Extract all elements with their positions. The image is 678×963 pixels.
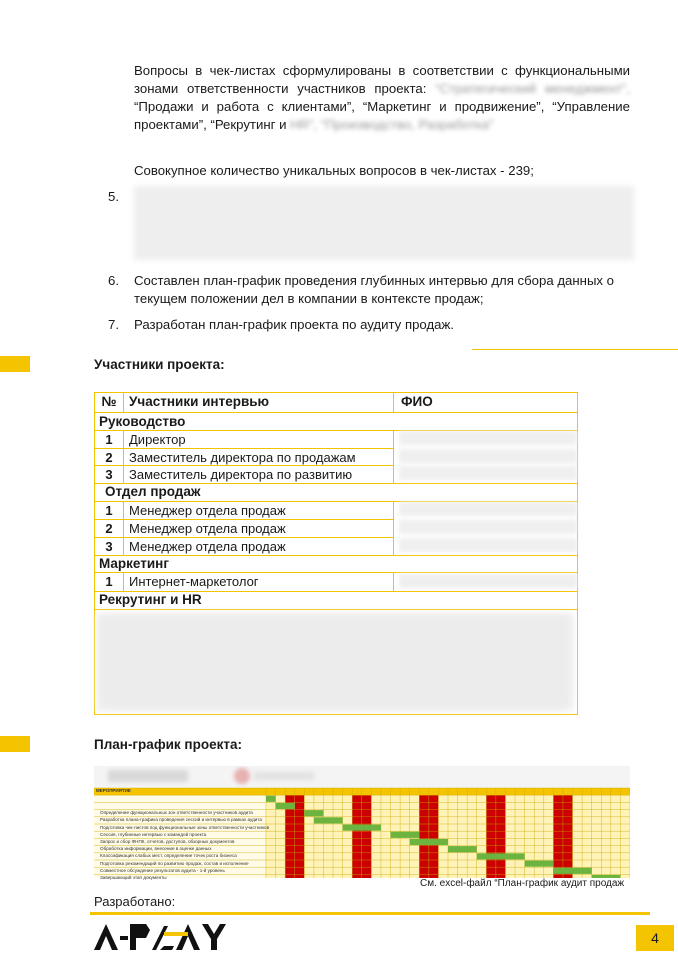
gantt-task-label: Подготовка рекомендаций по развитию продаж, состав и исполнение	[100, 860, 249, 866]
schedule-title: План-график проекта:	[94, 737, 242, 752]
row-role: Директор	[129, 432, 186, 447]
row-role: Менеджер отдела продаж	[129, 503, 286, 518]
list-item-6-text: Составлен план-график проведения глубинных интервью для сбора данных о текущем положении дел в компании в контексте продаж;	[134, 273, 615, 306]
gantt-task-label: Определение функциональных зон ответственности участников аудита	[100, 810, 253, 816]
gantt-header-label: МЕРОПРИЯТИЕ	[96, 788, 131, 793]
fio-blurred	[399, 502, 577, 516]
fio-blurred	[399, 449, 577, 463]
table-header	[95, 393, 577, 410]
section-divider	[472, 349, 678, 350]
schedule-note: См. excel-файл “План-график аудит продаж	[420, 878, 625, 889]
gantt-task-bar	[304, 810, 323, 816]
unique-questions-line: Совокупное количество уникальных вопросов в чек-листах - 239;	[134, 163, 534, 178]
gantt-task-bar	[314, 817, 343, 823]
gantt-weekend-column	[486, 795, 496, 878]
gantt-task-label: Подготовка чек-листов под функциональные зоны ответственности участников	[100, 824, 270, 830]
row-role: Менеджер отдела продаж	[129, 539, 286, 554]
row-num: 3	[105, 539, 113, 554]
gantt-task-label: Разработка плана-графика проведения сессий и интервью в рамках аудита	[100, 817, 262, 823]
list-item-7-number: 7.	[108, 317, 119, 332]
gantt-weekend-column	[563, 795, 573, 878]
group-management: Руководство	[99, 414, 186, 429]
page-number: 4	[636, 925, 674, 951]
gantt-task-bar	[343, 825, 381, 831]
fio-blurred	[399, 538, 577, 552]
section-marker	[0, 356, 30, 372]
row-role: Менеджер отдела продаж	[129, 521, 286, 536]
gantt-task-bar	[266, 796, 276, 802]
gantt-task-bar	[276, 803, 295, 809]
row-num: 2	[105, 521, 113, 536]
group-hr: Рекрутинг и HR	[99, 592, 202, 607]
gantt-task-bar	[391, 832, 420, 838]
header-num: №	[101, 394, 117, 409]
logo	[94, 922, 234, 957]
row-num: 2	[105, 450, 113, 465]
gantt-task-bar	[477, 853, 525, 859]
gantt-weekend-column	[553, 795, 563, 878]
row-num: 3	[105, 467, 113, 482]
gantt-weekend-column	[362, 795, 372, 878]
group-sales: Отдел продаж	[105, 484, 201, 499]
gantt-task-bar	[410, 839, 448, 845]
header-fio: ФИО	[401, 394, 433, 409]
row-role: Заместитель директора по развитию	[129, 467, 353, 482]
fio-blurred	[399, 431, 577, 445]
list-item-5-number: 5.	[108, 189, 119, 204]
list-item-7-text: Разработан план-график проекта по аудиту продаж.	[134, 317, 454, 332]
intro-text: Вопросы в чек-листах сформулированы в соответствии с функциональными зонами ответственности участников проекта:	[134, 63, 630, 96]
row-role: Интернет-маркетолог	[129, 574, 259, 589]
intro-text-middle: “Продажи и работа с клиентами”, “Маркетинг и продвижение”, “Управление проектами”, “Рекрутинг и	[134, 99, 630, 132]
section-marker	[0, 736, 30, 752]
gantt-task-label: Сессия, глубинные интервью с командой проекта	[100, 831, 207, 837]
intro-paragraph	[134, 62, 630, 134]
list-item-5-blurred	[134, 186, 634, 260]
gantt-task-label: Классификация слабых мест, определение точек роста бизнеса	[100, 853, 237, 859]
developed-label: Разработано:	[94, 894, 176, 909]
gantt-chart	[94, 766, 630, 878]
gantt-task-label: Совместное обсуждение результатов аудита - 1-й уровень	[100, 867, 225, 873]
header-role: Участники интервью	[129, 394, 270, 409]
participants-table	[94, 392, 578, 715]
row-role: Заместитель директора по продажам	[129, 450, 356, 465]
gantt-task-label: Завершающий этап документы	[100, 875, 167, 880]
gantt-weekend-column	[419, 795, 429, 878]
participants-title: Участники проекта:	[94, 357, 225, 372]
gantt-weekend-column	[496, 795, 506, 878]
gantt-weekend-column	[352, 795, 362, 878]
gantt-weekend-column	[295, 795, 305, 878]
fio-blurred	[399, 574, 577, 588]
group-marketing: Маркетинг	[99, 556, 169, 571]
gantt-task-bar	[448, 846, 477, 852]
gantt-task-bar	[553, 868, 591, 874]
row-num: 1	[105, 503, 113, 518]
fio-blurred	[399, 520, 577, 534]
footer-line	[90, 912, 650, 915]
gantt-task-label: Обработка информации, внесение в оценке данных	[100, 846, 212, 852]
row-num: 1	[105, 432, 113, 447]
gantt-task-bar	[525, 861, 554, 867]
gantt-task-label: Запрос и сбор ФНПК, отчетов, доступов, обзорных документов	[100, 839, 235, 844]
hr-rows-blurred	[97, 613, 573, 711]
intro-blurred-text: “Стратегический менеджмент”,	[435, 81, 630, 96]
logo-icon	[94, 922, 234, 952]
row-num: 1	[105, 574, 113, 589]
gantt-weekend-column	[429, 795, 439, 878]
intro-blurred-text-2: HR”, “Производство, Разработка”	[290, 117, 494, 132]
fio-blurred	[399, 466, 577, 480]
list-item-6-number: 6.	[108, 273, 119, 288]
